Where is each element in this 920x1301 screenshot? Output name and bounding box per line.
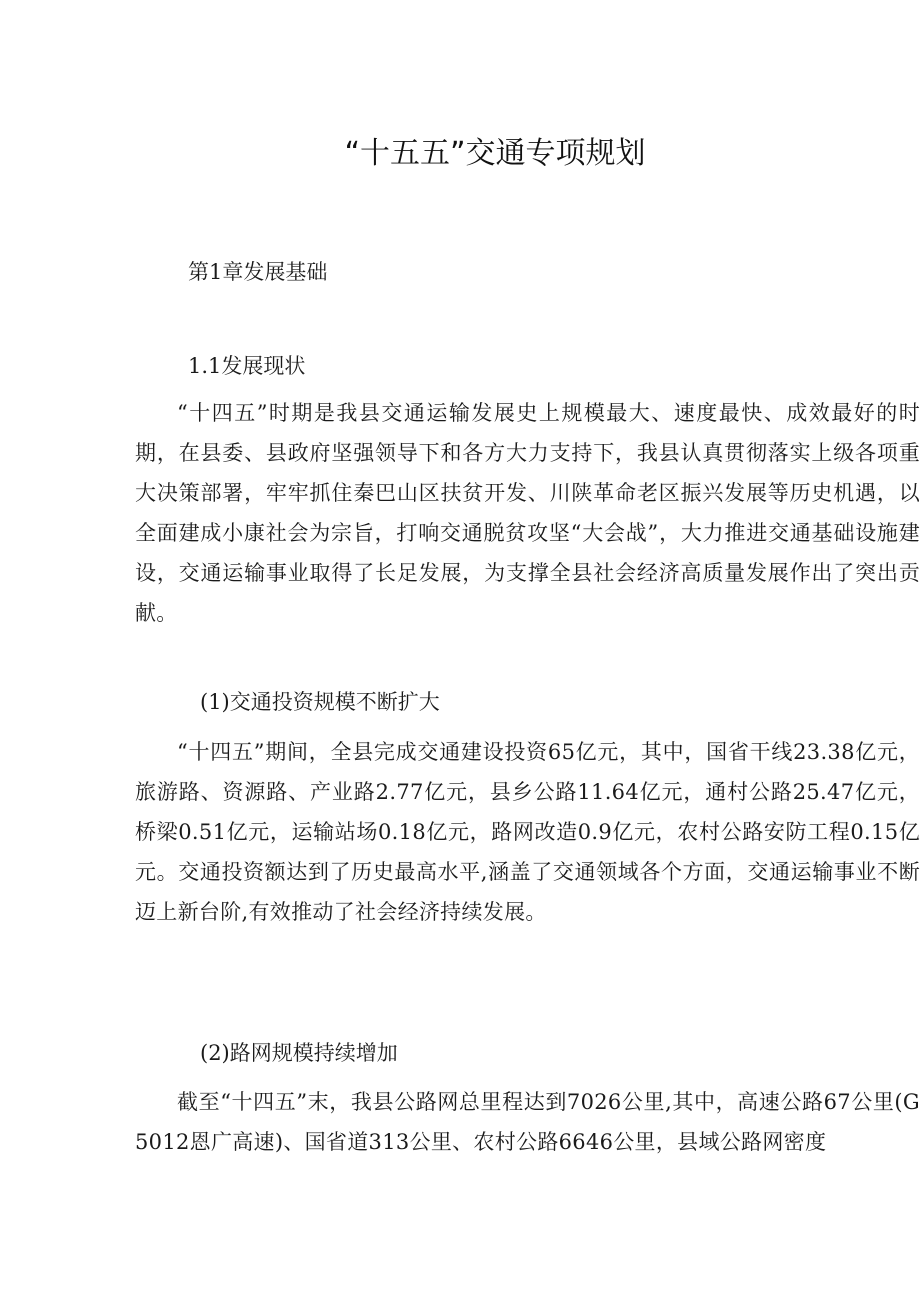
chapter-heading: 第1章发展基础 <box>188 260 328 284</box>
subheading-investment: (1)交通投资规模不断扩大 <box>200 690 440 714</box>
subheading-road-network: (2)路网规模持续增加 <box>200 1041 398 1065</box>
document-title: “十五五”交通专项规划 <box>344 136 646 171</box>
paragraph-overview: “十四五”时期是我县交通运输发展史上规模最大、速度最快、成效最好的时期，在县委、县政府坚强领导下和各方大力支持下，我县认真贯彻落实上级各项重大决策部署，牢牢抓住秦巴山区扶贫开发、川陕革命老区振兴发展等历史机遇，以全面建成小康社会为宗旨，打响交通脱贫攻坚“大会战”，大力推进交通基础设施建设，交通运输事业取得了长足发展，为支撑全县社会经济高质量发展作出了突出贡献。 <box>135 401 920 625</box>
paragraph-investment: “十四五”期间，全县完成交通建设投资65亿元，其中，国省干线23.38亿元，旅游路、资源路、产业路2.77亿元，县乡公路11.64亿元，通村公路25.47亿元，桥梁0.51亿元，运输站场0.18亿元，路网改造0.9亿元，农村公路安防工程0.15亿元。交通投资额达到了历史最高水平,涵盖了交通领域各个方面，交通运输事业不断迈上新台阶,有效推动了社会经济持续发展。 <box>135 740 920 924</box>
paragraph-road-network: 截至“十四五”末，我县公路网总里程达到7026公里,其中，高速公路67公里(G5012恩广高速)、国省道313公里、农村公路6646公里，县域公路网密度 <box>135 1090 920 1154</box>
section-heading: 1.1发展现状 <box>188 354 306 378</box>
